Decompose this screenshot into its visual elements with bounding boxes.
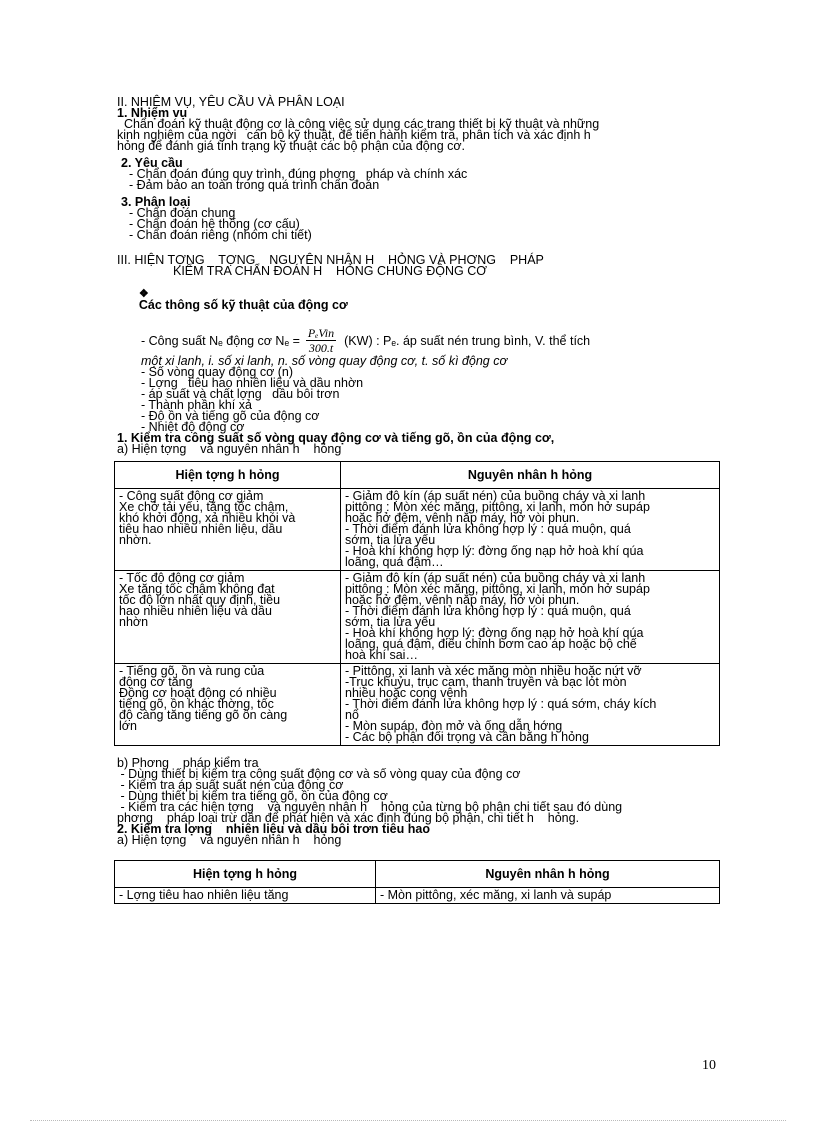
cell-line: -Trục khuỷu, trục cam, thanh truyền và bạc lót mòn [345,675,627,689]
formula-prefix: - Công suất Nₑ động cơ Nₑ = [141,334,300,348]
list-item: - Kiểm tra các hiện tợng và nguyên nhân h hỏng của từng bộ phận chi tiết sau đó dùng [117,800,623,814]
cell-line: hoà khí sai… [345,648,418,662]
list-item: - Độ ồn và tiếng gõ của động cơ [141,409,320,423]
cell-line: - Pittông, xi lanh và xéc măng mòn nhiều hoặc nứt vỡ [345,664,642,678]
list-item: - áp suất và chất lợng dầu bôi trơn [141,387,340,401]
text-line: hỏng để đánh giá tình trạng kỹ thuật các bộ phận của động cơ. [117,139,466,153]
cell-line: - Mòn supáp, đòn mở và ống dẫn hớng [345,719,563,733]
list-item: - Thành phần khí xả [141,398,252,412]
cell-line: - Thời điểm đánh lửa không hợp lý : quá sớm, cháy kích [345,697,657,711]
cell-line: lớn [119,719,137,733]
cell-line: Xe chở tải yếu, tăng tốc chậm, [119,500,289,514]
cell-line: hoặc hở đệm, vênh nắp máy, hở vòi phun. [345,511,580,525]
subsection-title: 1. Nhiệm vụ [117,106,188,120]
params-title: Các thông số kỹ thuật của động cơ [138,298,348,312]
subsection-label: b) Phơng pháp kiểm tra [117,756,259,770]
table-header-row [115,861,720,888]
table-row [115,664,720,746]
cell-line: - Tiếng gõ, ồn và rung của [119,664,265,678]
subsection-title: 2. Yêu cầu [121,156,183,170]
table-header-row [115,462,720,489]
cell-line: - Hoà khí không hợp lý: đờng ống nạp hở hoà khí qúa [345,544,644,558]
table-header-cell: Nguyên nhân h hỏng [341,462,720,489]
formula-suffix: (KW) : Pₑ. áp suất nén trung bình, V. thể tích [344,334,591,348]
cell-line: Động cơ hoạt động có nhiều [119,686,277,700]
text-line: Chẩn đoán kỹ thuật động cơ là công việc sử dụng các trang thiết bị kỹ thuật và những [117,117,600,131]
table-cell [115,489,341,571]
table-cell [115,664,341,746]
table-row [115,489,720,571]
cell-line: loãng, quá đậm… [345,555,444,569]
formula-denominator: 300.t [308,341,334,355]
table-cell: - Mòn pittông, xéc măng, xi lanh và supáp [376,888,720,904]
cell-line: khó khởi động, xả nhiều khói và [119,511,296,525]
paragraph [117,119,720,152]
cell-line: - Giảm độ kín (áp suất nén) của buồng cháy và xi lanh [345,489,646,503]
params-title-row [117,277,720,322]
cell-line: tiêu hao nhiều nhiên liệu, dầu [119,522,283,536]
cell-line: tiếng gõ, ồn khác thờng, tốc [119,697,274,711]
list-item: - Dùng thiết bị kiểm tra công suất động cơ và số vòng quay của động cơ [117,767,521,781]
text-line: kinh nghiệm của ngời cán bộ kỹ thuật, để tiến hành kiểm tra, phân tích và xác định h [117,128,591,142]
cell-line: tốc độ lớn nhất quy định, tiêu [119,593,281,607]
subsection-title: 2. Kiểm tra lợng nhiên liệu và dầu bôi trơn tiêu hao [117,822,430,836]
section-heading: III. HIỆN TỢNG TỢNG NGUYÊN NHÂN H HỎNG VÀ PHƠNG PHÁP [117,253,544,267]
cell-line: nhiều hoặc cong vênh [345,686,468,700]
table-cell: - Lợng tiêu hao nhiên liệu tăng [115,888,376,904]
cell-line: pittông : Mòn xéc măng, pittông, xi lanh, mòn hở supáp [345,582,650,596]
section-heading: KIỂM TRA CHẨN ĐOÁN H HỎNG CHUNG ĐỘNG CƠ [173,264,487,278]
cell-line: Xe tăng tốc chậm không đạt [119,582,275,596]
subsection-title: 3. Phân loại [121,195,191,209]
formula-numerator: PₑVin [307,326,335,340]
cell-line: - Công suất động cơ giảm [119,489,264,503]
page-bottom-divider [30,1120,786,1121]
list-item: - Dùng thiết bị kiểm tra tiếng gõ, ồn của động cơ [117,789,388,803]
params-list [117,367,720,433]
list-item: - Chẩn đoán đúng quy trình, đúng phơng pháp và chính xác [129,167,468,181]
subsection-label: a) Hiện tợng và nguyên nhân h hỏng [117,833,342,847]
list-item: - Kiểm tra áp suất suất nén của động cơ [117,778,344,792]
cell-line: hao nhiều nhiên liệu và dầu [119,604,272,618]
cell-line: nhờn. [119,533,152,547]
formula-fraction [306,327,336,355]
cell-line: động cơ tăng [119,675,193,689]
list-item: - Chẩn đoán chung [129,206,236,220]
document-page [117,97,720,904]
list-item: - Đảm bảo an toàn trong quá trình chẩn đoán [129,178,380,192]
list-item: - Lợng tiêu hao nhiên liệu và dầu nhờn [141,376,364,390]
list-item: - Nhiệt độ động cơ [141,420,245,434]
list-item: - Chẩn đoán hệ thống (cơ cấu) [129,217,300,231]
cell-line: - Tốc độ động cơ giảm [119,571,245,585]
cell-line: - Hoà khí không hợp lý: đờng ống nạp hở hoà khí qúa [345,626,644,640]
diamond-bullet-icon: ❖ [138,288,149,300]
table-row [115,888,720,904]
cell-line: sớm, tia lửa yếu [345,615,436,629]
cell-line: - Giảm độ kín (áp suất nén) của buồng cháy và xi lanh [345,571,646,585]
formula-continuation: một xi lanh, i. số xi lanh, n. số vòng quay động cơ, t. số kì động cơ [141,354,508,368]
fuel-table [114,860,720,904]
cell-line: pittông : Mòn xéc măng, pittông, xi lanh, mòn hở supáp [345,500,650,514]
table-row [115,571,720,664]
cell-line: loãng, quá đậm, điều chỉnh bơm cao áp hoặc bộ chế [345,637,637,651]
cell-line: sớm, tia lửa yếu [345,533,436,547]
list-item: - Số vòng quay động cơ (n) [141,365,294,379]
table-cell [341,489,720,571]
cell-line: nhờn [119,615,149,629]
cell-line: hoặc hở đệm, vênh nắp máy, hở vòi phun. [345,593,580,607]
table-cell [115,571,341,664]
table-header-cell: Hiện tợng h hỏng [115,861,376,888]
list-item: phơng pháp loại trừ dần để phát hiện và xác định đúng bộ phận, chi tiết h hỏng. [117,811,580,825]
table-header-cell: Hiện tợng h hỏng [115,462,341,489]
cell-line: - Các bộ phận đối trọng và cân bằng h hỏng [345,730,589,744]
cell-line: độ càng tăng tiếng gõ ồn càng [119,708,288,722]
table-cell [341,571,720,664]
list-item: - Chẩn đoán riêng (nhóm chi tiết) [129,228,312,242]
subsection-title: 1. Kiểm tra công suất số vòng quay động cơ và tiếng gõ, ồn của động cơ, [117,431,555,445]
formula-row [117,326,720,356]
page-number: 10 [702,1058,716,1073]
table-header-cell: Nguyên nhân h hỏng [376,861,720,888]
cell-line: - Thời điểm đánh lửa không hợp lý : quá muộn, quá [345,522,631,536]
table-cell [341,664,720,746]
cell-line: nổ [345,708,359,722]
section-heading: II. NHIỆM VỤ, YÊU CẦU VÀ PHÂN LOẠI [117,95,345,109]
cell-line: - Thời điểm đánh lửa không hợp lý : quá muộn, quá [345,604,631,618]
subsection-label: a) Hiện tợng và nguyên nhân h hỏng [117,442,342,456]
symptoms-table [114,461,720,746]
